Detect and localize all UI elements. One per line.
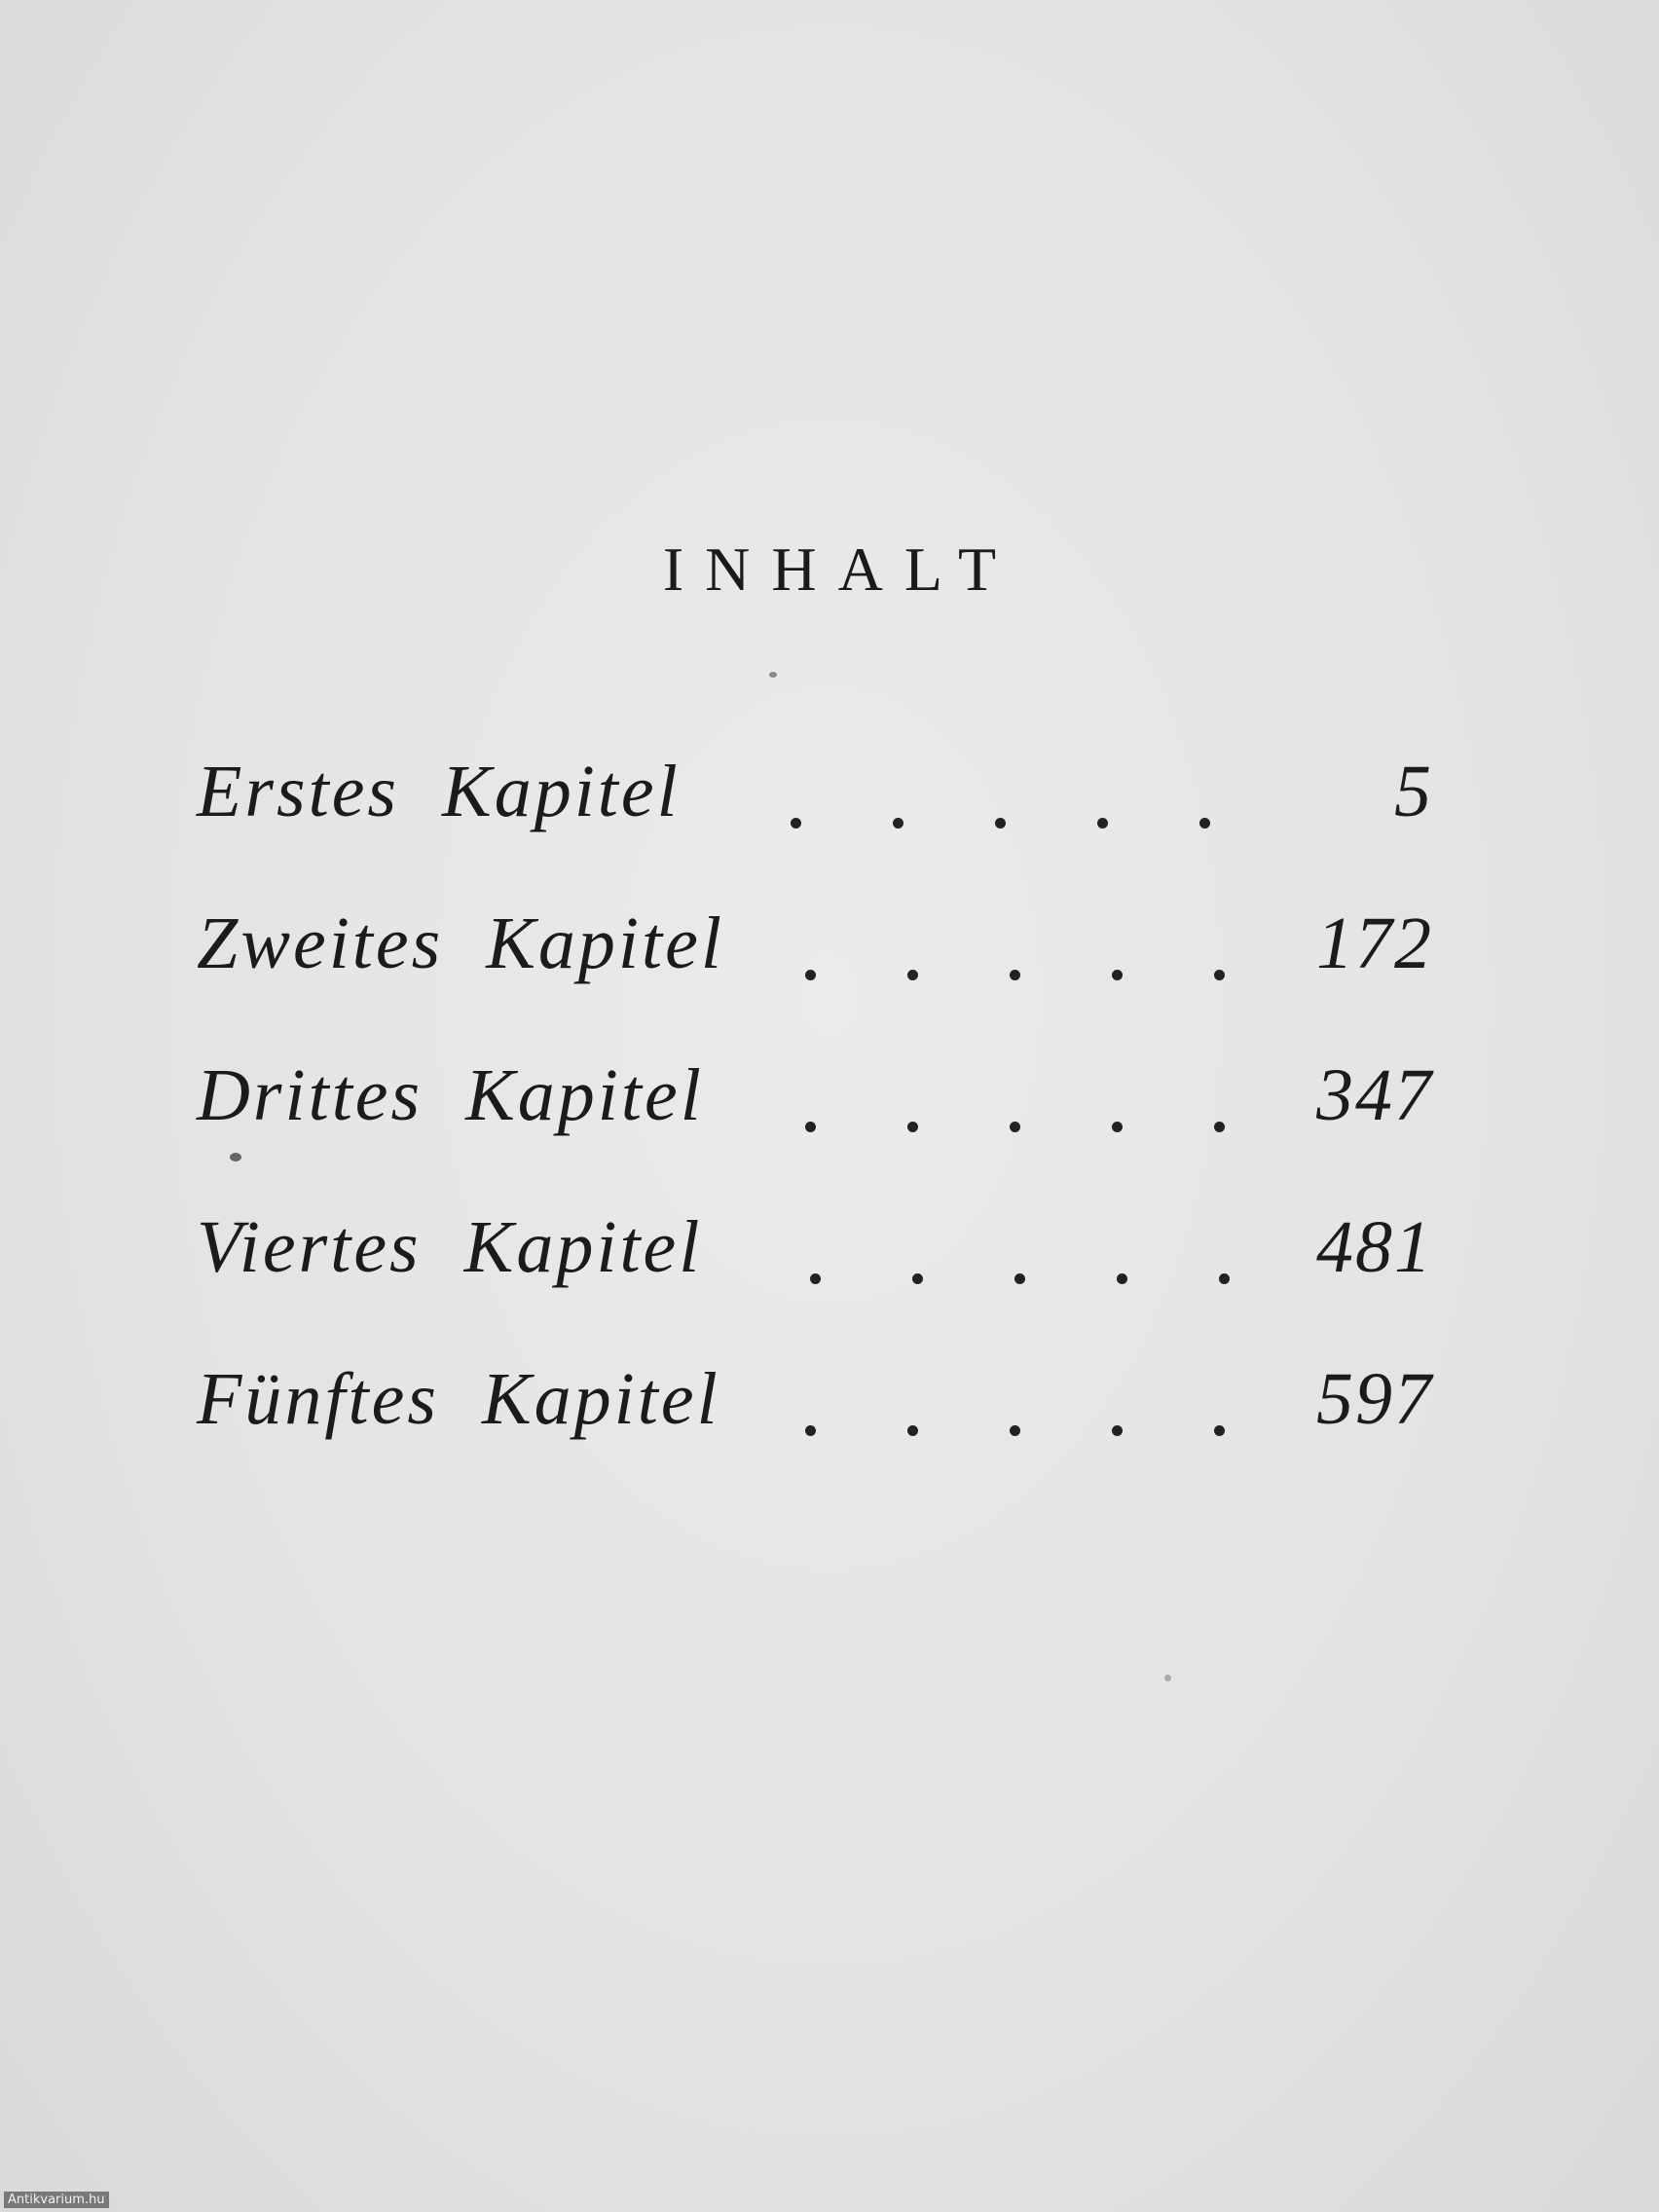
leader-dot: [907, 970, 918, 980]
leader-dot: [810, 1273, 821, 1284]
leader-dot: [995, 818, 1006, 829]
paper-speck: [1164, 1675, 1171, 1681]
leader-dot: [1010, 1122, 1020, 1132]
leader-dot: [1112, 1122, 1123, 1132]
toc-entry: [197, 1205, 1433, 1357]
paper-speck: [769, 672, 777, 678]
leader-dot: [1219, 1273, 1230, 1284]
toc-entry-label: Erstes Kapitel: [197, 751, 681, 832]
leader-dot: [1199, 818, 1210, 829]
leader-dot: [1112, 970, 1123, 980]
leader-dot: [1214, 1122, 1225, 1132]
toc-entry-label: Drittes Kapitel: [197, 1054, 704, 1136]
leader-dot: [805, 1425, 816, 1436]
toc-entry-page: 481: [1316, 1206, 1433, 1288]
leader-dot: [805, 970, 816, 980]
leader-dot: [1010, 1425, 1020, 1436]
table-of-contents: [197, 750, 1433, 1509]
leader-dot: [1097, 818, 1108, 829]
toc-entry: [197, 902, 1433, 1053]
leader-dot: [1117, 1273, 1127, 1284]
leader-dot: [1214, 1425, 1225, 1436]
leader-dot: [1214, 970, 1225, 980]
toc-entry-page: 597: [1316, 1358, 1433, 1440]
leader-dot: [1112, 1425, 1123, 1436]
toc-entry-label: Viertes Kapitel: [197, 1206, 703, 1288]
page-title: INHALT: [662, 535, 1018, 604]
leader-dot: [805, 1122, 816, 1132]
leader-dot: [893, 818, 903, 829]
leader-dot: [1010, 970, 1020, 980]
toc-entry-page: 172: [1316, 903, 1433, 984]
leader-dot: [912, 1273, 923, 1284]
toc-entry: [197, 1053, 1433, 1205]
leader-dot: [907, 1425, 918, 1436]
dot-leaders: [781, 750, 1423, 847]
toc-entry-page: 5: [1394, 751, 1433, 832]
leader-dot: [1014, 1273, 1025, 1284]
source-watermark: Antikvarium.hu: [4, 2192, 109, 2208]
toc-entry-label: Zweites Kapitel: [197, 903, 724, 984]
leader-dot: [907, 1122, 918, 1132]
toc-entry-page: 347: [1316, 1054, 1433, 1136]
toc-entry-label: Fünftes Kapitel: [197, 1358, 720, 1440]
leader-dot: [791, 818, 801, 829]
toc-entry: [197, 1357, 1433, 1509]
toc-entry: [197, 750, 1433, 902]
